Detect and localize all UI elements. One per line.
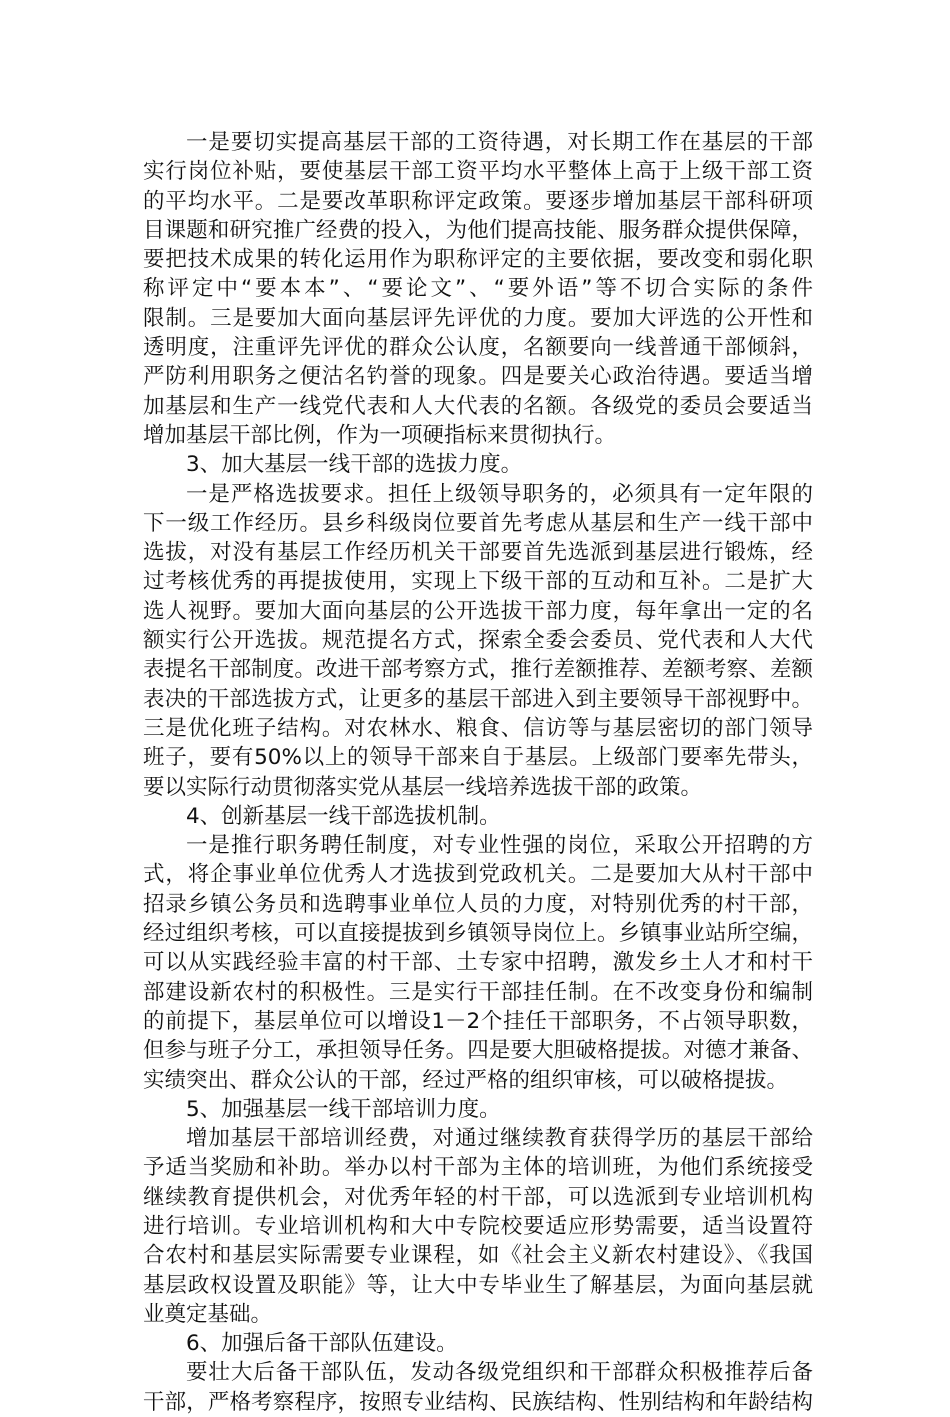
paragraph-line: 一是严格选拔要求。担任上级领导职务的，必须具有一定年限的 (186, 481, 813, 507)
paragraph-line: 选拔，对没有基层工作经历机关干部要首先选派到基层进行锻炼，经 (143, 540, 813, 566)
paragraph-line: 予适当奖励和补助。举办以村干部为主体的培训班，为他们系统接受 (143, 1155, 813, 1181)
paragraph-line: 严防利用职务之便沽名钓誉的现象。四是要关心政治待遇。要适当增 (143, 364, 813, 390)
paragraph-line: 进行培训。专业培训机构和大中专院校要适应形势需要，适当设置符 (143, 1213, 813, 1239)
paragraph-line: 限制。三是要加大面向基层评先评优的力度。要加大评选的公开性和 (143, 305, 813, 331)
section-heading: 4、创新基层一线干部选拔机制。 (186, 803, 501, 829)
paragraph-line: 下一级工作经历。县乡科级岗位要首先考虑从基层和生产一线干部中 (143, 510, 813, 536)
paragraph-line: 可以从实践经验丰富的村干部、土专家中招聘，激发乡土人才和村干 (143, 950, 813, 976)
paragraph-line: 选人视野。要加大面向基层的公开选拔干部力度，每年拿出一定的名 (143, 598, 813, 624)
paragraph-line: 三是优化班子结构。对农林水、粮食、信访等与基层密切的部门领导 (143, 715, 813, 741)
paragraph-line: 增加基层干部培训经费，对通过继续教育获得学历的基层干部给 (186, 1126, 813, 1152)
paragraph-line: 招录乡镇公务员和选聘事业单位人员的力度，对特别优秀的村干部， (143, 891, 813, 917)
paragraph-line: 加基层和生产一线党代表和人大代表的名额。各级党的委员会要适当 (143, 393, 813, 419)
paragraph-line: 增加基层干部比例，作为一项硬指标来贯彻执行。 (143, 422, 617, 448)
paragraph-line: 实绩突出、群众公认的干部，经过严格的组织审核，可以破格提拔。 (143, 1067, 789, 1093)
paragraph-line: 表提名干部制度。改进干部考察方式，推行差额推荐、差额考察、差额 (143, 657, 813, 683)
paragraph-line: 一是要切实提高基层干部的工资待遇，对长期工作在基层的干部 (186, 130, 813, 155)
paragraph-line: 的前提下，基层单位可以增设1－2个挂任干部职务，不占领导职数， (143, 1008, 813, 1034)
paragraph-line: 部建设新农村的积极性。三是实行干部挂任制。在不改变身份和编制 (143, 979, 813, 1005)
paragraph-line: 目课题和研究推广经费的投入，为他们提高技能、服务群众提供保障， (143, 217, 813, 243)
section-heading: 3、加大基层一线干部的选拔力度。 (186, 452, 523, 478)
paragraph-line: 称评定中“要本本”、“要论文”、“要外语”等不切合实际的条件 (143, 276, 813, 302)
paragraph-line: 但参与班子分工，承担领导任务。四是要大胆破格提拔。对德才兼备、 (143, 1038, 813, 1064)
paragraph-line: 要以实际行动贯彻落实党从基层一线培养选拔干部的政策。 (143, 774, 703, 800)
paragraph-line: 班子，要有50%以上的领导干部来自于基层。上级部门要率先带头， (143, 745, 813, 771)
paragraph-line: 干部，严格考察程序，按照专业结构、民族结构、性别结构和年龄结构 (143, 1389, 813, 1415)
paragraph-line: 过考核优秀的再提拔使用，实现上下级干部的互动和互补。二是扩大 (143, 569, 813, 595)
paragraph-line: 继续教育提供机会，对优秀年轻的村干部，可以选派到专业培训机构 (143, 1184, 813, 1210)
paragraph-line: 要把技术成果的转化运用作为职称评定的主要依据，要改变和弱化职 (143, 247, 813, 273)
paragraph-line: 实行岗位补贴，要使基层干部工资平均水平整体上高于上级干部工资 (143, 159, 813, 185)
paragraph-line: 透明度，注重评先评优的群众公认度，名额要向一线普通干部倾斜， (143, 335, 813, 361)
section-heading: 6、加强后备干部队伍建设。 (186, 1331, 458, 1357)
paragraph-line: 表决的干部选拔方式，让更多的基层干部进入到主要领导干部视野中。 (143, 686, 813, 712)
paragraph-line: 要壮大后备干部队伍，发动各级党组织和干部群众积极推荐后备 (186, 1360, 813, 1386)
paragraph-line: 的平均水平。二是要改革职称评定政策。要逐步增加基层干部科研项 (143, 188, 813, 214)
paragraph-line: 经过组织考核，可以直接提拔到乡镇领导岗位上。乡镇事业站所空编， (143, 921, 813, 947)
paragraph-line: 合农村和基层实际需要专业课程，如《社会主义新农村建设》、《我国 (143, 1243, 813, 1269)
paragraph-line: 式，将企事业单位优秀人才选拔到党政机关。二是要加大从村干部中 (143, 862, 813, 888)
paragraph-line: 一是推行职务聘任制度，对专业性强的岗位，采取公开招聘的方 (186, 833, 813, 859)
document-body (143, 128, 813, 1417)
paragraph-line: 基层政权设置及职能》等，让大中专毕业生了解基层，为面向基层就 (143, 1272, 813, 1298)
section-heading: 5、加强基层一线干部培训力度。 (186, 1096, 501, 1122)
paragraph-line: 额实行公开选拔。规范提名方式，探索全委会委员、党代表和人大代 (143, 628, 813, 654)
paragraph-line: 业奠定基础。 (143, 1301, 273, 1327)
